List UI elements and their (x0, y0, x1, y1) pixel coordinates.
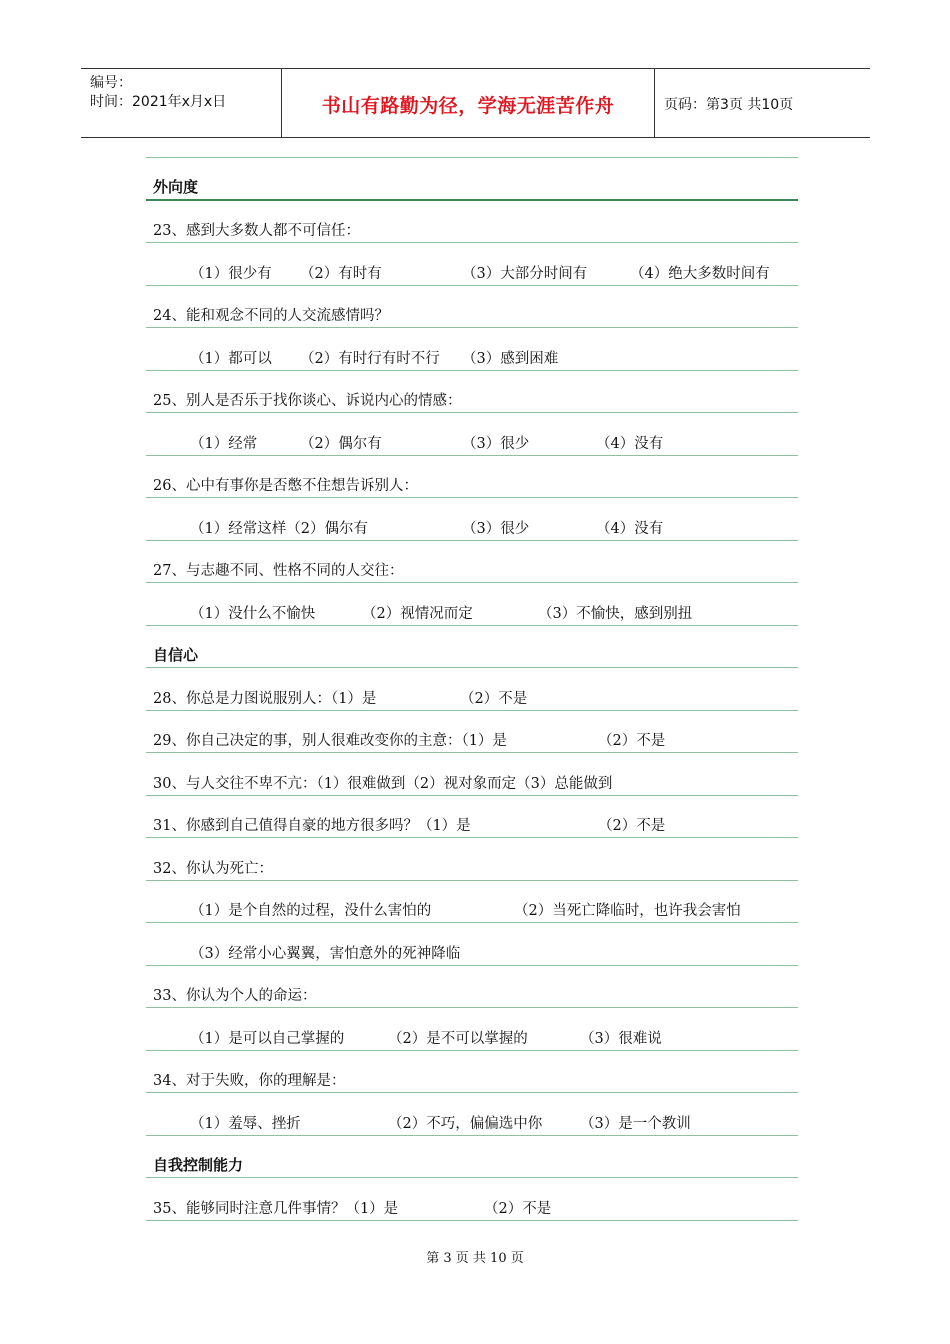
number-label: 编号： (90, 75, 132, 91)
question-row (146, 1178, 798, 1221)
question-text: 30、与人交往不卑不亢：（1）很难做到（2）视对象而定（3）总能做到 (153, 775, 613, 792)
question-text: 27、与志趣不同、性格不同的人交往： (153, 563, 404, 579)
options-row (146, 923, 798, 966)
question-text: 26、心中有事你是否憋不住想告诉别人： (153, 478, 418, 494)
divider (146, 136, 798, 158)
question-text: 31、你感到自己值得自豪的地方很多吗？（1）是 (153, 818, 471, 834)
section-title: 自信心 (153, 646, 199, 664)
question-text: 35、能够同时注意几件事情？（1）是 (153, 1200, 399, 1217)
option[interactable]: （1）都可以 (190, 350, 272, 367)
question-row (146, 541, 798, 584)
header-meta (81, 69, 282, 137)
option[interactable]: （3）很少 (462, 520, 530, 537)
option[interactable]: （2）不是 (598, 733, 666, 749)
page-info: 页码：第3页 共10页 (664, 97, 794, 113)
question-text: 28、你总是力图说服别人：（1）是 (153, 690, 377, 707)
option[interactable]: （4）绝大多数时间有 (630, 265, 770, 282)
question-text: 29、你自己决定的事，别人很难改变你的主意：（1）是 (153, 733, 507, 749)
question-row (146, 753, 798, 796)
option[interactable]: （1）经常这样（2）偶尔有 (190, 520, 368, 537)
question-row (146, 456, 798, 499)
header-page (655, 69, 870, 137)
options-row (146, 583, 798, 626)
option[interactable]: （1）是可以自己掌握的 (190, 1030, 345, 1047)
motto-text: 书山有路勤为径，学海无涯苦作舟 (321, 95, 615, 117)
header-motto (282, 69, 655, 137)
option[interactable]: （2）不巧，偏偏选中你 (388, 1115, 543, 1132)
option[interactable]: （1）是个自然的过程，没什么害怕的 (190, 903, 432, 919)
option[interactable]: （2）有时行有时不行 (300, 350, 440, 367)
question-text: 25、别人是否乐于找你谈心、诉说内心的情感： (153, 393, 462, 409)
section-title: 自我控制能力 (153, 1156, 244, 1174)
questionnaire (146, 136, 798, 1221)
time-label: 时间：2021年x月x日 (90, 94, 227, 110)
option[interactable]: （3）很难说 (580, 1030, 662, 1047)
options-row (146, 328, 798, 371)
options-row (146, 413, 798, 456)
question-row (146, 966, 798, 1009)
question-row (146, 668, 798, 711)
section-heading (146, 626, 798, 669)
question-text: 34、对于失败，你的理解是： (153, 1073, 346, 1089)
option[interactable]: （3）经常小心翼翼，害怕意外的死神降临 (190, 945, 461, 962)
option[interactable]: （3）不愉快，感到别扭 (538, 605, 693, 622)
option[interactable]: （2）不是 (598, 818, 666, 834)
option[interactable]: （1）没什么不愉快 (190, 605, 316, 622)
question-text: 23、感到大多数人都不可信任： (153, 223, 360, 239)
page-header (81, 68, 870, 138)
options-row (146, 498, 798, 541)
option[interactable]: （3）是一个教训 (580, 1115, 691, 1132)
options-row (146, 1008, 798, 1051)
option[interactable]: （2）不是 (484, 1200, 552, 1217)
option[interactable]: （2）有时有 (300, 265, 382, 282)
question-text: 24、能和观念不同的人交流感情吗？ (153, 308, 389, 324)
options-row (146, 243, 798, 286)
option[interactable]: （2）不是 (460, 690, 528, 707)
option[interactable]: （2）是不可以掌握的 (388, 1030, 528, 1047)
question-row (146, 796, 798, 839)
page-footer: 第 3 页 共 10 页 (426, 1251, 524, 1266)
question-row (146, 371, 798, 414)
section-title: 外向度 (153, 177, 199, 196)
option[interactable]: （1）很少有 (190, 265, 272, 282)
options-row (146, 1093, 798, 1136)
section-heading (146, 158, 798, 201)
option[interactable]: （4）没有 (596, 435, 664, 452)
question-row (146, 286, 798, 329)
question-text: 32、你认为死亡： (153, 860, 273, 877)
question-text: 33、你认为个人的命运： (153, 988, 317, 1004)
option[interactable]: （2）视情况而定 (362, 605, 473, 622)
question-row (146, 201, 798, 244)
question-row (146, 838, 798, 881)
option[interactable]: （2）偶尔有 (300, 435, 382, 452)
option[interactable]: （4）没有 (596, 520, 664, 537)
question-row (146, 711, 798, 754)
option[interactable]: （3）感到困难 (462, 350, 559, 367)
option[interactable]: （2）当死亡降临时，也许我会害怕 (514, 903, 741, 919)
options-row (146, 881, 798, 924)
option[interactable]: （1）经常 (190, 435, 258, 452)
option[interactable]: （3）大部分时间有 (462, 265, 588, 282)
option[interactable]: （1）羞辱、挫折 (190, 1115, 301, 1132)
section-heading (146, 1136, 798, 1179)
question-row (146, 1051, 798, 1094)
option[interactable]: （3）很少 (462, 435, 530, 452)
